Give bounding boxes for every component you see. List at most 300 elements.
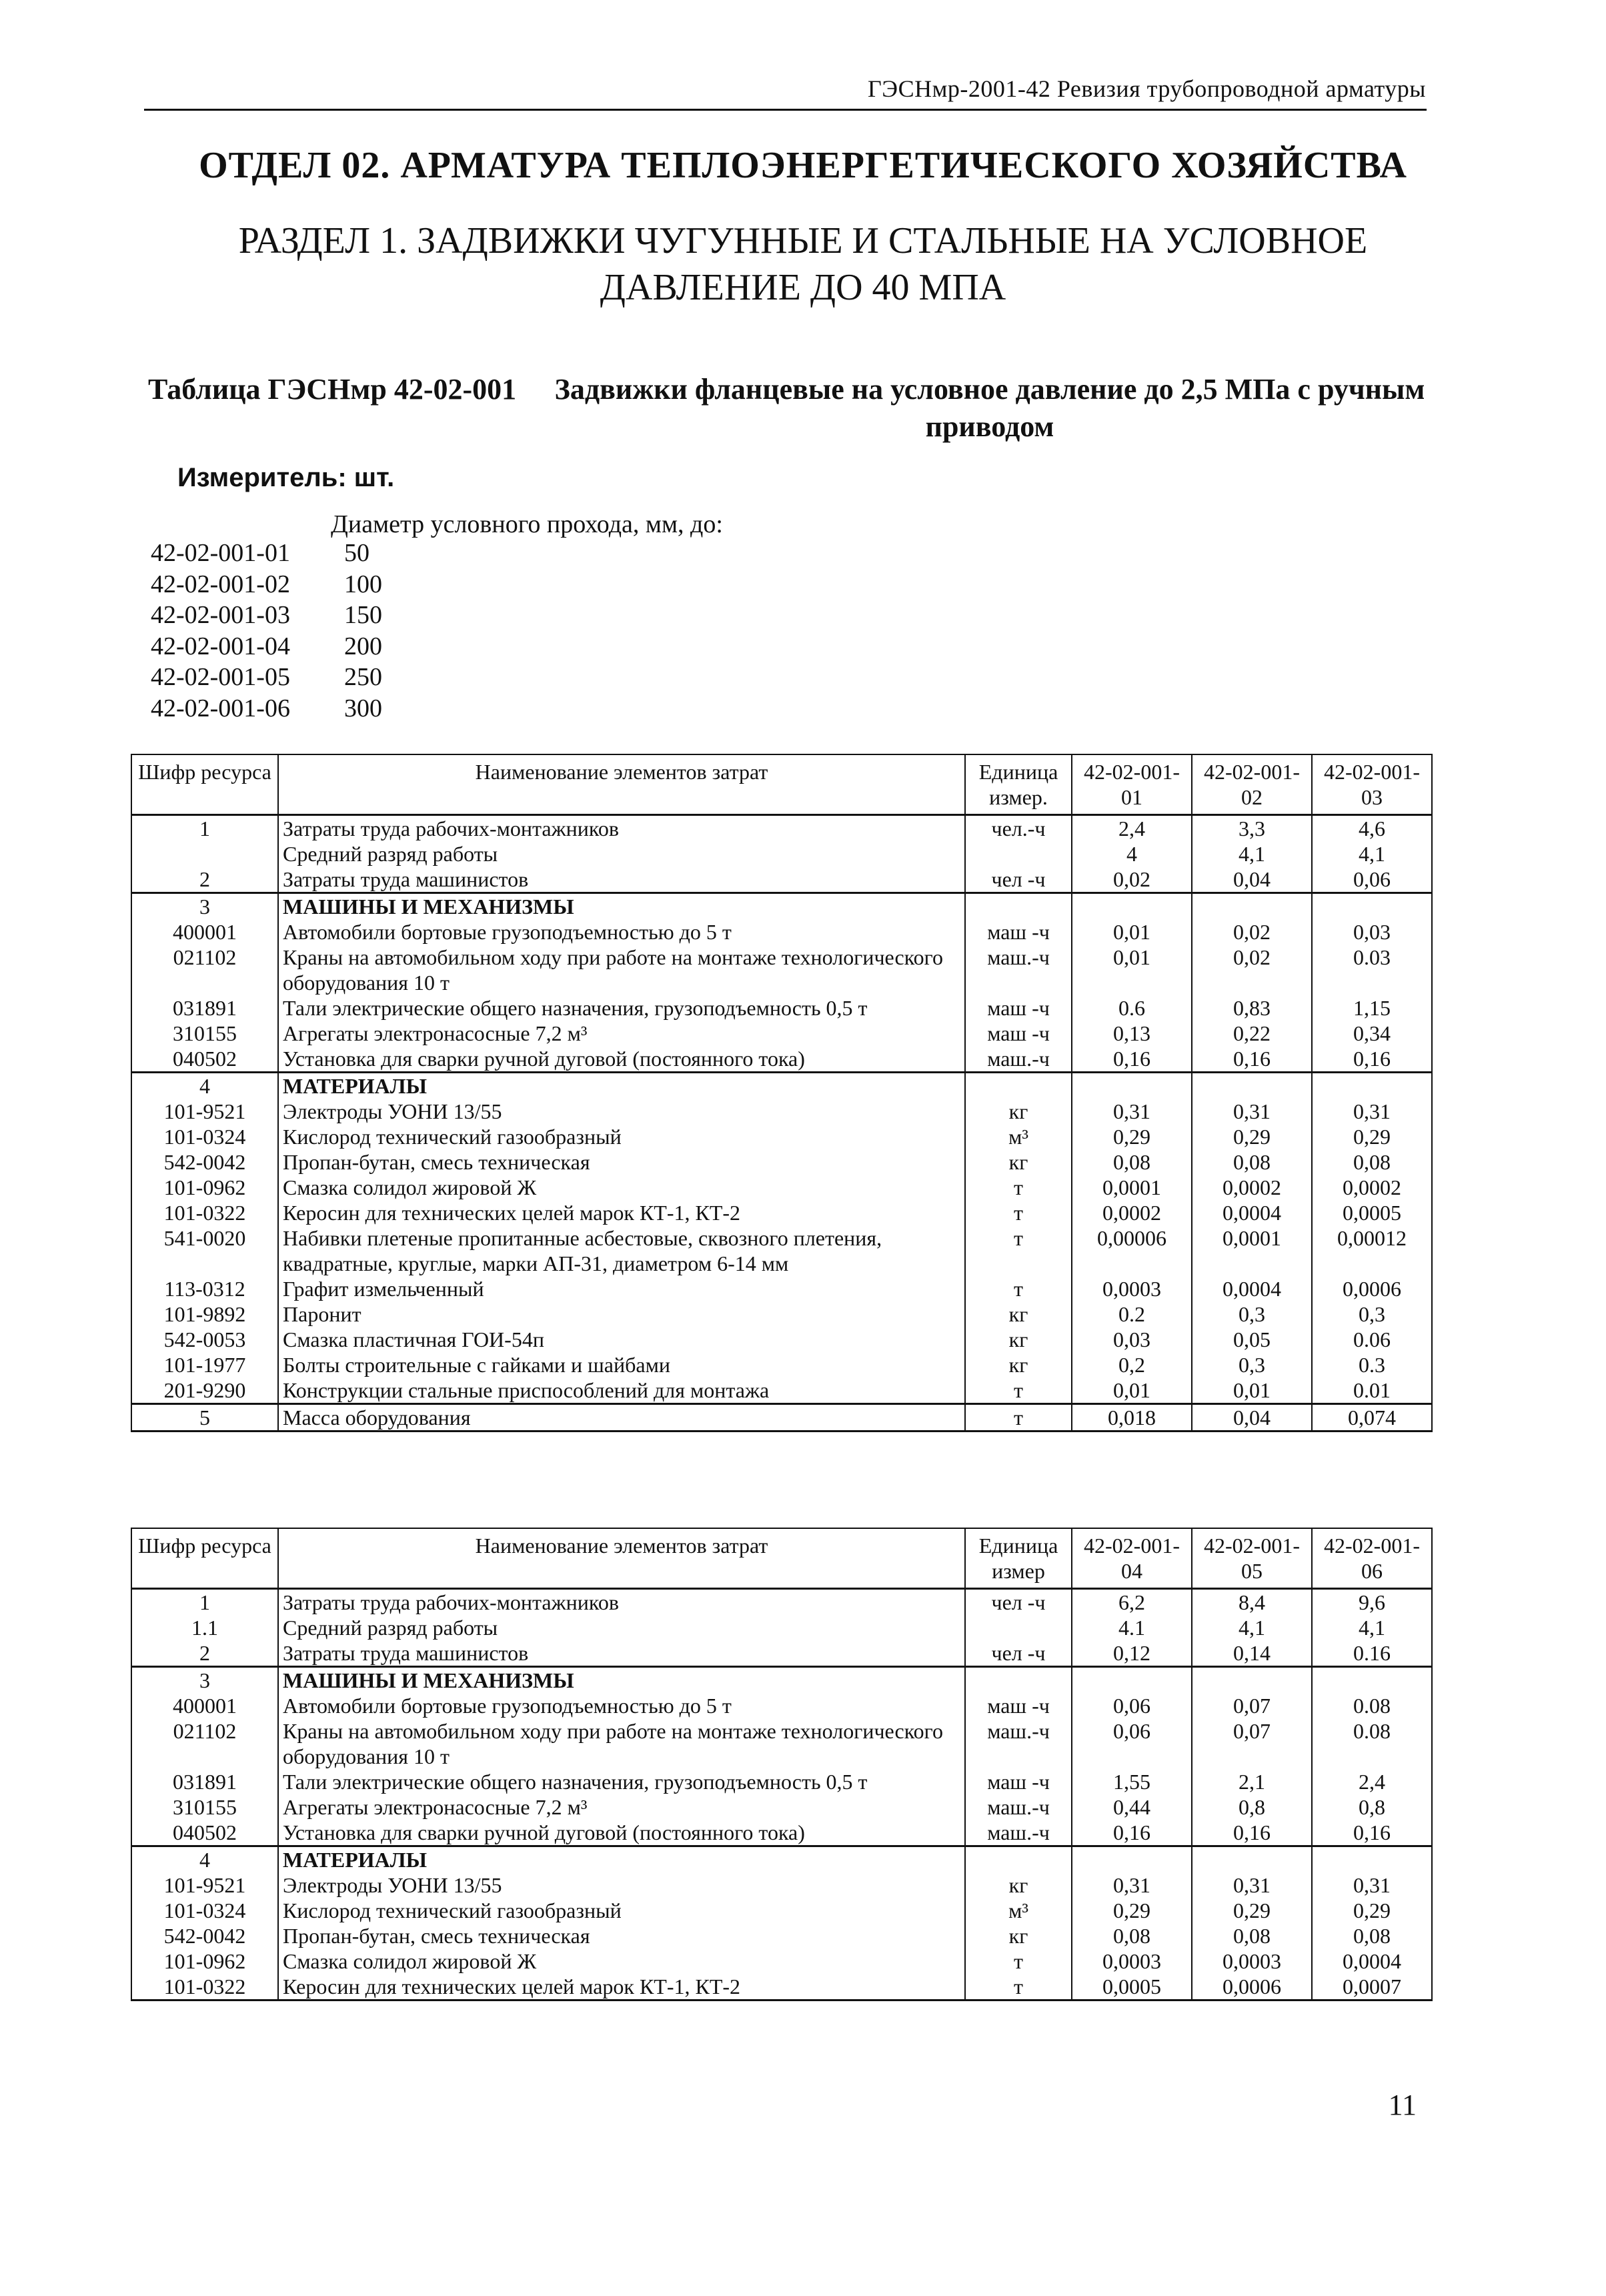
cell-value: 0,3 [1192,1352,1312,1377]
cell-value: 4 [1072,841,1192,867]
cell-value: 0,14 [1192,1640,1312,1667]
norm-table-1 [131,754,1433,1432]
cell-value: 0,08 [1192,1149,1312,1175]
cell-value: 0,16 [1192,1046,1312,1073]
cell-value: 0,01 [1072,945,1192,995]
cell-code: 101-1977 [131,1352,278,1377]
cell-value: 0,8 [1312,1794,1432,1820]
cell-unit [965,1073,1072,1099]
cell-value: 0,29 [1072,1124,1192,1149]
cell-value: 0,12 [1072,1640,1192,1667]
cell-name: Тали электрические общего назначения, грузоподъемность 0,5 т [278,1769,965,1794]
cell-value: 0,0004 [1192,1200,1312,1225]
cell-value: 0,0004 [1312,1948,1432,1974]
table-row [131,867,1432,893]
cell-value: 4,1 [1192,841,1312,867]
cell-value: 4,1 [1192,1615,1312,1640]
cell-value: 4,1 [1312,841,1432,867]
code-list-item [151,600,478,632]
cell-value [1312,893,1432,920]
cell-value: 4,6 [1312,815,1432,842]
code-diameter: 150 [344,601,382,629]
cell-name: Агрегаты электронасосные 7,2 м³ [278,1794,965,1820]
table-row [131,1073,1432,1099]
cell-name: Электроды УОНИ 13/55 [278,1099,965,1124]
table-row [131,1124,1432,1149]
cell-value: 0,04 [1192,1404,1312,1431]
cell-name: Установка для сварки ручной дуговой (постоянного тока) [278,1820,965,1846]
code-list-item [151,632,478,663]
cell-name: Паронит [278,1301,965,1327]
cell-value: 0,0005 [1072,1974,1192,2000]
table-row [131,1615,1432,1640]
cell-value: 0,16 [1312,1820,1432,1846]
cell-value: 0,29 [1312,1898,1432,1923]
cell-value [1312,1667,1432,1694]
cell-unit: чел -ч [965,867,1072,893]
cell-value: 0,0005 [1312,1200,1432,1225]
cell-value: 0,01 [1072,1377,1192,1404]
cell-value: 0,0004 [1192,1276,1312,1301]
cell-value: 0,0003 [1072,1948,1192,1974]
department-title: ОТДЕЛ 02. АРМАТУРА ТЕПЛОЭНЕРГЕТИЧЕСКОГО ХОЗЯЙСТВА [199,145,1407,186]
header-unit: Единица измер. [965,754,1072,815]
code-id: 42-02-001-02 [151,570,290,598]
cell-name: МАШИНЫ И МЕХАНИЗМЫ [278,1667,965,1694]
cell-code: 4 [131,1073,278,1099]
cell-unit: кг [965,1327,1072,1352]
measure-unit: Измеритель: шт. [177,463,395,492]
table-row [131,1693,1432,1718]
cell-value: 0,29 [1072,1898,1192,1923]
cell-name: Пропан-бутан, смесь техническая [278,1923,965,1948]
section-title [0,217,1606,311]
cell-value: 0,31 [1072,1872,1192,1898]
cell-unit: маш -ч [965,1021,1072,1046]
code-list-item [151,694,478,725]
cell-code: 101-9892 [131,1301,278,1327]
cell-value: 0.08 [1312,1718,1432,1769]
cell-value: 0,02 [1192,919,1312,945]
cell-name: Краны на автомобильном ходу при работе на монтаже технологического оборудования 10 т [278,945,965,995]
cell-value: 0,07 [1192,1693,1312,1718]
cell-unit: маш.-ч [965,945,1072,995]
code-id: 42-02-001-03 [151,601,290,629]
cell-value: 0,8 [1192,1794,1312,1820]
cell-value: 0,08 [1072,1149,1192,1175]
header-code: Шифр ресурса [131,754,278,815]
code-list-item [151,570,478,601]
table-row [131,1404,1432,1431]
cell-value: 0,06 [1072,1718,1192,1769]
cell-unit: маш.-ч [965,1718,1072,1769]
cell-value: 0,0007 [1312,1974,1432,2000]
cell-code: 400001 [131,1693,278,1718]
cell-code: 101-0962 [131,1175,278,1200]
cell-code: 2 [131,1640,278,1667]
cell-code: 542-0042 [131,1923,278,1948]
cell-value: 0.01 [1312,1377,1432,1404]
cell-value: 0,08 [1312,1149,1432,1175]
table-row [131,1175,1432,1200]
cell-value: 4,1 [1312,1615,1432,1640]
cell-value: 0,34 [1312,1021,1432,1046]
cell-code: 101-0322 [131,1974,278,2000]
cell-unit: маш -ч [965,919,1072,945]
cell-name: Кислород технический газообразный [278,1124,965,1149]
code-id: 42-02-001-04 [151,632,290,660]
cell-unit [965,893,1072,920]
cell-unit: т [965,1974,1072,2000]
header-col-1: 42-02-001-01 [1072,754,1192,815]
cell-code: 400001 [131,919,278,945]
cell-unit: маш -ч [965,1693,1072,1718]
cell-value [1192,1667,1312,1694]
cell-unit: м³ [965,1124,1072,1149]
cell-value: 0,29 [1192,1124,1312,1149]
cell-name: Затраты труда машинистов [278,1640,965,1667]
running-head: ГЭСНмр-2001-42 Ревизия трубопроводной арматуры [867,75,1426,102]
table-row [131,815,1432,842]
table-row [131,1872,1432,1898]
cell-unit: маш.-ч [965,1820,1072,1846]
cell-value: 0,3 [1312,1301,1432,1327]
cell-name: МАТЕРИАЛЫ [278,1846,965,1873]
table-row [131,893,1432,920]
table-row [131,945,1432,995]
header-col-2: 42-02-001-02 [1192,754,1312,815]
cell-value [1072,1667,1192,1694]
table-row [131,995,1432,1021]
header-col-3: 42-02-001-03 [1312,754,1432,815]
table-row [131,1820,1432,1846]
table-header-row [131,754,1432,815]
cell-code [131,841,278,867]
cell-value: 0,31 [1192,1872,1312,1898]
cell-unit: т [965,1404,1072,1431]
cell-name: Керосин для технических целей марок КТ-1, КТ-2 [278,1974,965,2000]
cell-value: 0,29 [1312,1124,1432,1149]
cell-code: 201-9290 [131,1377,278,1404]
cell-code: 3 [131,1667,278,1694]
cell-value: 0,0001 [1192,1225,1312,1276]
table-row [131,1327,1432,1352]
cell-name: Краны на автомобильном ходу при работе на монтаже технологического оборудования 10 т [278,1718,965,1769]
cell-code: 031891 [131,995,278,1021]
cell-value: 0,0002 [1192,1175,1312,1200]
cell-name: Автомобили бортовые грузоподъемностью до 5 т [278,1693,965,1718]
header-name: Наименование элементов затрат [278,754,965,815]
table-row [131,1276,1432,1301]
cell-value: 0,0003 [1192,1948,1312,1974]
cell-code: 101-0962 [131,1948,278,1974]
code-diameter: 100 [344,570,382,598]
cell-value: 2,4 [1312,1769,1432,1794]
cell-value: 3,3 [1192,815,1312,842]
cell-value [1312,1073,1432,1099]
cell-value [1192,1846,1312,1873]
cell-unit: маш.-ч [965,1794,1072,1820]
cell-value [1072,1073,1192,1099]
cell-name: Смазка солидол жировой Ж [278,1948,965,1974]
cell-unit: кг [965,1872,1072,1898]
cell-value: 0.3 [1312,1352,1432,1377]
cell-code: 2 [131,867,278,893]
cell-name: Смазка пластичная ГОИ-54п [278,1327,965,1352]
table-row [131,1898,1432,1923]
cell-name: МАШИНЫ И МЕХАНИЗМЫ [278,893,965,920]
cell-name: МАТЕРИАЛЫ [278,1073,965,1099]
cell-unit [965,841,1072,867]
cell-value: 0,16 [1072,1820,1192,1846]
cell-name: Кислород технический газообразный [278,1898,965,1923]
table-caption-text: Задвижки фланцевые на условное давление до 2,5 МПа с ручным приводом [554,373,1425,443]
cell-unit: кг [965,1923,1072,1948]
cell-value: 0,01 [1072,919,1192,945]
header-col-6: 42-02-001-06 [1312,1528,1432,1589]
cell-unit [965,1615,1072,1640]
cell-value: 0,074 [1312,1404,1432,1431]
header-code: Шифр ресурса [131,1528,278,1589]
table-row [131,1974,1432,2000]
cell-name: Затраты труда рабочих-монтажников [278,815,965,842]
cell-name: Масса оборудования [278,1404,965,1431]
cell-code: 040502 [131,1046,278,1073]
cell-value: 0,31 [1192,1099,1312,1124]
cell-unit: маш.-ч [965,1046,1072,1073]
cell-value: 0,07 [1192,1718,1312,1769]
cell-value: 0,2 [1072,1352,1192,1377]
table-row [131,1589,1432,1616]
cell-name: Графит измельченный [278,1276,965,1301]
cell-value: 0,06 [1072,1693,1192,1718]
cell-unit: т [965,1175,1072,1200]
cell-value: 0,83 [1192,995,1312,1021]
table-header-row [131,1528,1432,1589]
cell-value: 0,00012 [1312,1225,1432,1276]
cell-value: 0,08 [1192,1923,1312,1948]
table-row [131,1718,1432,1769]
cell-value: 0,0001 [1072,1175,1192,1200]
cell-value: 0,3 [1192,1301,1312,1327]
code-list [151,538,478,724]
cell-name: Затраты труда рабочих-монтажников [278,1589,965,1616]
table-row [131,1046,1432,1073]
cell-value: 0,04 [1192,867,1312,893]
cell-value: 0,29 [1192,1898,1312,1923]
cell-code: 542-0053 [131,1327,278,1352]
table-row [131,1377,1432,1404]
table-row [131,1099,1432,1124]
header-rule [144,109,1427,111]
section-title-line-2: ДАВЛЕНИЕ ДО 40 МПА [600,267,1006,308]
cell-value: 0,08 [1312,1923,1432,1948]
cell-code: 101-9521 [131,1872,278,1898]
cell-unit [965,1667,1072,1694]
cell-value: 0,03 [1312,919,1432,945]
cell-code: 040502 [131,1820,278,1846]
code-diameter: 250 [344,663,382,691]
table-row [131,919,1432,945]
code-diameter: 300 [344,694,382,722]
cell-code: 310155 [131,1021,278,1046]
cell-value: 0,01 [1192,1377,1312,1404]
cell-code: 031891 [131,1769,278,1794]
cell-code: 5 [131,1404,278,1431]
cell-value: 0.6 [1072,995,1192,1021]
header-col-5: 42-02-001-05 [1192,1528,1312,1589]
cell-unit: т [965,1377,1072,1404]
cell-name: Болты строительные с гайками и шайбами [278,1352,965,1377]
cell-unit: маш -ч [965,995,1072,1021]
code-list-item [151,538,478,570]
table-row [131,1301,1432,1327]
code-diameter: 200 [344,632,382,660]
cell-value [1312,1846,1432,1873]
cell-value: 4.1 [1072,1615,1192,1640]
cell-name: Пропан-бутан, смесь техническая [278,1149,965,1175]
table-row [131,1667,1432,1694]
cell-value: 0,16 [1312,1046,1432,1073]
cell-name: Керосин для технических целей марок КТ-1, КТ-2 [278,1200,965,1225]
cell-code: 1.1 [131,1615,278,1640]
cell-name: Конструкции стальные приспособлений для монтажа [278,1377,965,1404]
cell-code: 1 [131,1589,278,1616]
cell-value: 0,02 [1192,945,1312,995]
cell-value: 0,08 [1072,1923,1192,1948]
cell-code: 1 [131,815,278,842]
cell-unit: т [965,1200,1072,1225]
table-row [131,1948,1432,1974]
cell-name: Тали электрические общего назначения, грузоподъемность 0,5 т [278,995,965,1021]
section-title-line-1: РАЗДЕЛ 1. ЗАДВИЖКИ ЧУГУННЫЕ И СТАЛЬНЫЕ НА УСЛОВНОЕ [238,220,1368,261]
norm-table-2 [131,1528,1433,2001]
cell-value: 8,4 [1192,1589,1312,1616]
header-col-4: 42-02-001-04 [1072,1528,1192,1589]
cell-value: 2,4 [1072,815,1192,842]
cell-value: 0,31 [1312,1872,1432,1898]
cell-value: 2,1 [1192,1769,1312,1794]
cell-code: 4 [131,1846,278,1873]
cell-value [1072,893,1192,920]
cell-value: 0,03 [1072,1327,1192,1352]
cell-value: 0,0002 [1072,1200,1192,1225]
cell-value: 0.08 [1312,1693,1432,1718]
cell-code: 541-0020 [131,1225,278,1276]
cell-value: 0,0003 [1072,1276,1192,1301]
cell-code: 101-0324 [131,1124,278,1149]
cell-code: 101-0324 [131,1898,278,1923]
cell-value: 6,2 [1072,1589,1192,1616]
cell-value: 0,0002 [1312,1175,1432,1200]
cell-code: 542-0042 [131,1149,278,1175]
cell-unit: чел -ч [965,1589,1072,1616]
code-id: 42-02-001-06 [151,694,290,722]
cell-code: 3 [131,893,278,920]
cell-name: Установка для сварки ручной дуговой (постоянного тока) [278,1046,965,1073]
cell-value [1192,893,1312,920]
code-list-item [151,662,478,694]
cell-value [1072,1846,1192,1873]
cell-name: Средний разряд работы [278,841,965,867]
cell-unit: т [965,1276,1072,1301]
cell-value: 0,22 [1192,1021,1312,1046]
cell-unit [965,1846,1072,1873]
cell-value: 0.2 [1072,1301,1192,1327]
table-row [131,1769,1432,1794]
cell-unit: кг [965,1099,1072,1124]
cell-value: 0,16 [1072,1046,1192,1073]
cell-value: 1,55 [1072,1769,1192,1794]
cell-code: 113-0312 [131,1276,278,1301]
diameter-header: Диаметр условного прохода, мм, до: [331,510,723,538]
cell-value: 0,44 [1072,1794,1192,1820]
header-unit: Единица измер [965,1528,1072,1589]
cell-value: 0,16 [1192,1820,1312,1846]
cell-value [1192,1073,1312,1099]
table-row [131,1794,1432,1820]
cell-name: Автомобили бортовые грузоподъемностью до 5 т [278,919,965,945]
cell-unit: чел.-ч [965,815,1072,842]
table-row [131,1640,1432,1667]
cell-name: Затраты труда машинистов [278,867,965,893]
cell-value: 0,02 [1072,867,1192,893]
cell-value: 0.03 [1312,945,1432,995]
table-row [131,1225,1432,1276]
cell-name: Электроды УОНИ 13/55 [278,1872,965,1898]
cell-unit: м³ [965,1898,1072,1923]
cell-value: 9,6 [1312,1589,1432,1616]
cell-code: 310155 [131,1794,278,1820]
cell-name: Средний разряд работы [278,1615,965,1640]
cell-name: Агрегаты электронасосные 7,2 м³ [278,1021,965,1046]
table-row [131,1923,1432,1948]
cell-code: 021102 [131,1718,278,1769]
cell-value: 0,00006 [1072,1225,1192,1276]
table-row [131,1200,1432,1225]
cell-value: 0,018 [1072,1404,1192,1431]
cell-value: 0,0006 [1312,1276,1432,1301]
cell-name: Набивки плетеные пропитанные асбестовые, сквозного плетения, квадратные, круглые, марки АП-31, диаметром 6-14 мм [278,1225,965,1276]
page-number: 11 [1388,2089,1417,2121]
table-row [131,1846,1432,1873]
cell-value: 0.06 [1312,1327,1432,1352]
code-id: 42-02-001-01 [151,539,290,567]
header-name: Наименование элементов затрат [278,1528,965,1589]
code-id: 42-02-001-05 [151,663,290,691]
cell-value: 0,06 [1312,867,1432,893]
code-diameter: 50 [344,539,369,567]
cell-unit: кг [965,1352,1072,1377]
cell-value: 0,05 [1192,1327,1312,1352]
cell-name: Смазка солидол жировой Ж [278,1175,965,1200]
cell-value: 0,13 [1072,1021,1192,1046]
cell-code: 021102 [131,945,278,995]
cell-code: 101-9521 [131,1099,278,1124]
cell-value: 1,15 [1312,995,1432,1021]
cell-unit: т [965,1948,1072,1974]
cell-value: 0,0006 [1192,1974,1312,2000]
cell-unit: т [965,1225,1072,1276]
cell-unit: кг [965,1301,1072,1327]
cell-value: 0,31 [1312,1099,1432,1124]
table-row [131,1149,1432,1175]
cell-unit: чел -ч [965,1640,1072,1667]
table-row [131,841,1432,867]
cell-unit: кг [965,1149,1072,1175]
table-row [131,1021,1432,1046]
cell-value: 0,31 [1072,1099,1192,1124]
